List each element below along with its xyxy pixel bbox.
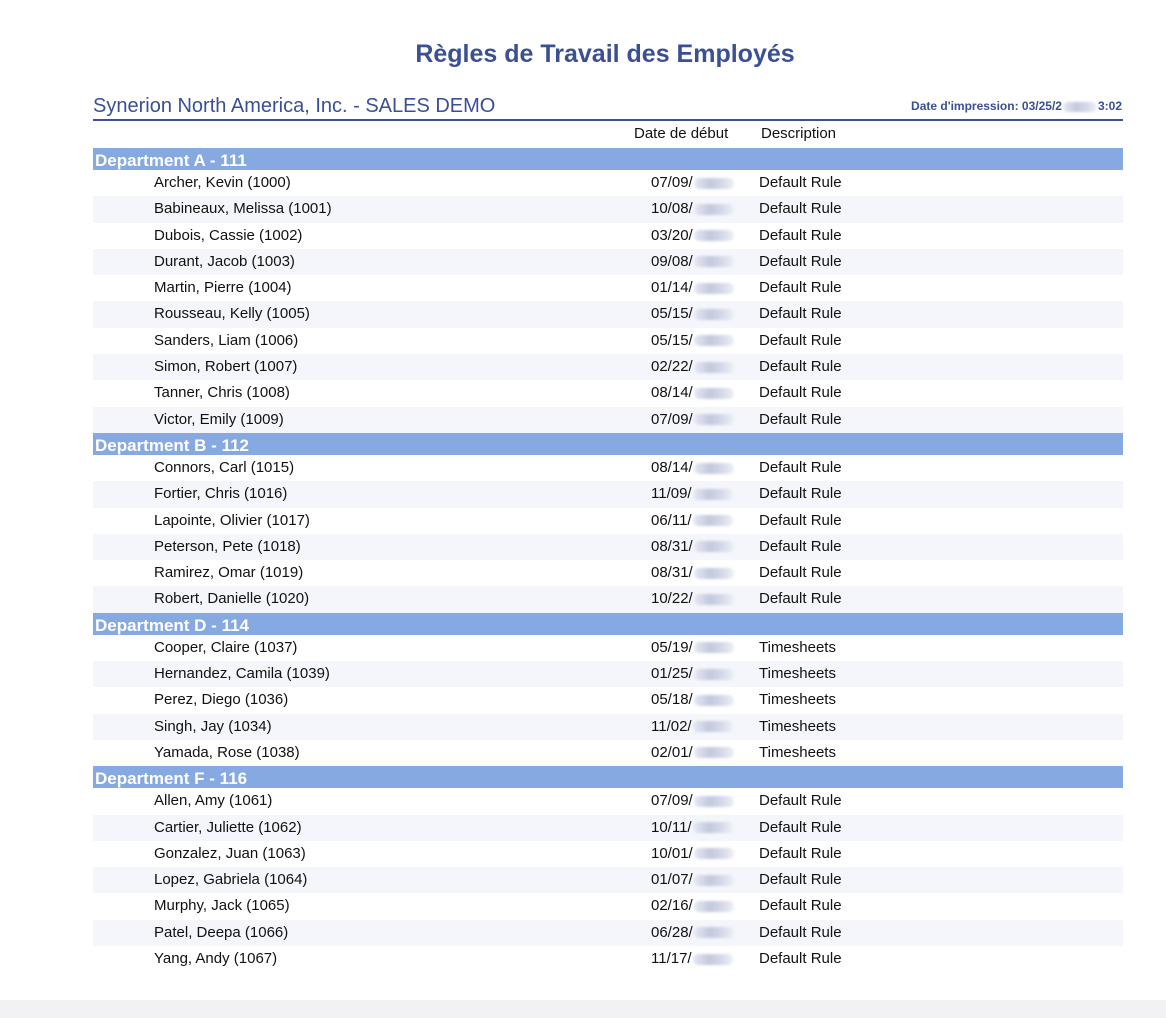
employee-name: Victor, Emily (1009)	[154, 410, 284, 428]
employee-start-date	[651, 788, 735, 814]
employee-start-date-text: 06/28/	[651, 923, 693, 941]
redacted-blur	[693, 721, 733, 732]
report-title: Règles de Travail des Employés	[415, 40, 795, 68]
employee-rule: Default Rule	[759, 252, 842, 270]
employee-row	[93, 328, 1123, 354]
redacted-blur	[694, 568, 734, 579]
employee-start-date-text: 01/14/	[651, 279, 693, 297]
employee-start-date	[651, 635, 735, 661]
redacted-blur	[693, 489, 733, 500]
employee-row	[93, 301, 1123, 327]
employee-name: Lapointe, Olivier (1017)	[154, 511, 310, 529]
employee-start-date	[651, 687, 735, 713]
employee-start-date-text: 10/01/	[651, 844, 693, 862]
employee-name: Durant, Jacob (1003)	[154, 252, 295, 270]
employee-start-date	[651, 223, 735, 249]
department-section	[93, 433, 1123, 613]
employee-start-date	[651, 534, 735, 560]
employee-start-date	[651, 841, 735, 867]
employee-row	[93, 275, 1123, 301]
employee-row	[93, 354, 1123, 380]
employee-start-date	[651, 586, 735, 612]
column-header-start-date: Date de début	[634, 125, 729, 142]
employee-rule: Default Rule	[759, 511, 842, 529]
column-header-description: Description	[761, 125, 837, 142]
employee-name: Peterson, Pete (1018)	[154, 537, 301, 555]
employee-name: Dubois, Cassie (1002)	[154, 226, 303, 244]
employee-name: Sanders, Liam (1006)	[154, 331, 299, 349]
employee-row	[93, 661, 1123, 687]
employee-name: Babineaux, Melissa (1001)	[154, 200, 332, 218]
employee-row	[93, 946, 1123, 972]
department-header: Department F - 116	[93, 766, 1123, 788]
employee-rule: Default Rule	[759, 537, 842, 555]
redacted-blur	[694, 747, 734, 758]
employee-row	[93, 815, 1123, 841]
employee-rule: Default Rule	[759, 950, 842, 968]
employee-rule: Default Rule	[759, 564, 842, 582]
employee-start-date	[651, 481, 734, 507]
employee-row	[93, 841, 1123, 867]
employee-start-date	[651, 946, 734, 972]
employee-name: Allen, Amy (1061)	[154, 792, 273, 810]
employee-rule: Default Rule	[759, 844, 842, 862]
employee-start-date	[651, 354, 735, 380]
employee-rule: Default Rule	[759, 871, 842, 889]
redacted-blur	[694, 463, 734, 474]
employee-name: Patel, Deepa (1066)	[154, 923, 289, 941]
employee-row	[93, 534, 1123, 560]
employee-row	[93, 920, 1123, 946]
employee-row	[93, 407, 1123, 433]
redacted-blur	[694, 927, 734, 938]
employee-start-date	[651, 661, 735, 687]
redacted-blur	[693, 515, 733, 526]
employee-name: Singh, Jay (1034)	[154, 717, 272, 735]
employee-start-date-text: 06/11/	[651, 511, 692, 529]
employee-start-date-text: 05/18/	[651, 691, 693, 709]
employee-rule: Default Rule	[759, 897, 842, 915]
employee-rule: Default Rule	[759, 279, 842, 297]
employee-start-date	[651, 328, 735, 354]
employee-row	[93, 687, 1123, 713]
employee-start-date-text: 05/19/	[651, 638, 693, 656]
employee-rule: Timesheets	[759, 665, 836, 683]
employee-name: Lopez, Gabriela (1064)	[154, 871, 308, 889]
redacted-blur	[694, 178, 734, 189]
employee-start-date	[651, 275, 735, 301]
employee-start-date-text: 05/15/	[651, 331, 693, 349]
employee-start-date	[651, 508, 734, 534]
employee-rule: Default Rule	[759, 384, 842, 402]
employee-rule: Default Rule	[759, 305, 842, 323]
employee-start-date-text: 10/22/	[651, 590, 693, 608]
redacted-blur	[694, 309, 734, 320]
employee-start-date	[651, 893, 735, 919]
department-header: Department B - 112	[93, 433, 1123, 455]
employee-start-date-text: 10/11/	[651, 818, 692, 836]
employee-row	[93, 223, 1123, 249]
employee-start-date	[651, 196, 735, 222]
employee-name: Ramirez, Omar (1019)	[154, 564, 304, 582]
employee-row	[93, 508, 1123, 534]
redacted-blur	[694, 283, 734, 294]
redacted-blur	[694, 414, 734, 425]
employee-rule: Default Rule	[759, 923, 842, 941]
employee-row	[93, 196, 1123, 222]
employee-row	[93, 380, 1123, 406]
employee-rule: Default Rule	[759, 590, 842, 608]
employee-name: Martin, Pierre (1004)	[154, 279, 292, 297]
employee-name: Hernandez, Camila (1039)	[154, 665, 330, 683]
print-date	[911, 99, 1122, 113]
employee-rule: Default Rule	[759, 410, 842, 428]
employee-row	[93, 586, 1123, 612]
employee-row	[93, 560, 1123, 586]
employee-start-date-text: 11/09/	[651, 485, 692, 503]
employee-start-date-text: 02/01/	[651, 743, 693, 761]
redacted-blur	[694, 901, 734, 912]
redacted-blur	[694, 796, 734, 807]
employee-start-date-text: 07/09/	[651, 792, 693, 810]
employee-row	[93, 170, 1123, 196]
employee-start-date-text: 08/31/	[651, 537, 693, 555]
employee-name: Tanner, Chris (1008)	[154, 384, 290, 402]
employee-start-date	[651, 560, 735, 586]
employee-name: Perez, Diego (1036)	[154, 691, 289, 709]
employee-start-date	[651, 380, 735, 406]
print-date-suffix: 3:02	[1097, 99, 1122, 113]
employee-row	[93, 893, 1123, 919]
employee-name: Cartier, Juliette (1062)	[154, 818, 302, 836]
redacted-blur	[694, 204, 734, 215]
employee-name: Rousseau, Kelly (1005)	[154, 305, 310, 323]
employee-start-date	[651, 815, 734, 841]
employee-start-date-text: 03/20/	[651, 226, 693, 244]
employee-start-date-text: 05/15/	[651, 305, 693, 323]
employee-rule: Timesheets	[759, 743, 836, 761]
employee-start-date-text: 02/16/	[651, 897, 693, 915]
employee-rule: Default Rule	[759, 358, 842, 376]
employee-start-date-text: 10/08/	[651, 200, 693, 218]
employee-start-date-text: 09/08/	[651, 252, 693, 270]
employee-start-date-text: 08/14/	[651, 458, 693, 476]
redacted-blur	[694, 335, 734, 346]
redacted-blur	[1063, 102, 1097, 112]
employee-rule: Default Rule	[759, 226, 842, 244]
employee-row	[93, 635, 1123, 661]
redacted-blur	[694, 848, 734, 859]
redacted-blur	[694, 541, 734, 552]
department-section	[93, 148, 1123, 433]
redacted-blur	[694, 230, 734, 241]
employee-start-date	[651, 867, 735, 893]
department-header: Department A - 111	[93, 148, 1123, 170]
employee-start-date	[651, 740, 735, 766]
employee-start-date-text: 11/17/	[651, 950, 692, 968]
employee-rule: Default Rule	[759, 458, 842, 476]
redacted-blur	[693, 954, 733, 965]
employee-row	[93, 867, 1123, 893]
employee-rule: Default Rule	[759, 331, 842, 349]
employee-rule: Default Rule	[759, 818, 842, 836]
company-name: Synerion North America, Inc. - SALES DEMO	[93, 95, 496, 117]
employee-name: Simon, Robert (1007)	[154, 358, 298, 376]
employee-start-date-text: 07/09/	[651, 410, 693, 428]
employee-start-date-text: 08/31/	[651, 564, 693, 582]
department-section	[93, 766, 1123, 972]
redacted-blur	[693, 822, 733, 833]
employee-name: Yang, Andy (1067)	[154, 950, 278, 968]
employee-name: Murphy, Jack (1065)	[154, 897, 290, 915]
redacted-blur	[694, 642, 734, 653]
employee-rule: Default Rule	[759, 174, 842, 191]
employee-rule: Timesheets	[759, 638, 836, 656]
employee-rule: Default Rule	[759, 485, 842, 503]
redacted-blur	[694, 594, 734, 605]
employee-name: Gonzalez, Juan (1063)	[154, 844, 306, 862]
employee-start-date	[651, 249, 735, 275]
employee-row	[93, 455, 1123, 481]
employee-start-date	[651, 170, 735, 196]
employee-row	[93, 714, 1123, 740]
employee-start-date-text: 01/07/	[651, 871, 693, 889]
redacted-blur	[694, 875, 734, 886]
employee-name: Fortier, Chris (1016)	[154, 485, 288, 503]
redacted-blur	[694, 669, 734, 680]
employee-row	[93, 481, 1123, 507]
employee-start-date	[651, 301, 735, 327]
employee-rule: Timesheets	[759, 691, 836, 709]
redacted-blur	[694, 256, 734, 267]
report-body	[93, 148, 1123, 972]
redacted-blur	[694, 362, 734, 373]
employee-start-date-text: 07/09/	[651, 174, 693, 191]
employee-start-date-text: 08/14/	[651, 384, 693, 402]
employee-start-date-text: 02/22/	[651, 358, 693, 376]
redacted-blur	[694, 388, 734, 399]
redacted-blur	[694, 695, 734, 706]
employee-name: Robert, Danielle (1020)	[154, 590, 310, 608]
employee-start-date	[651, 920, 735, 946]
employee-rule: Timesheets	[759, 717, 836, 735]
header-divider	[93, 119, 1123, 121]
employee-start-date-text: 01/25/	[651, 665, 693, 683]
employee-row	[93, 740, 1123, 766]
employee-name: Yamada, Rose (1038)	[154, 743, 300, 761]
employee-name: Archer, Kevin (1000)	[154, 174, 291, 191]
employee-start-date	[651, 714, 734, 740]
employee-start-date	[651, 407, 735, 433]
employee-name: Cooper, Claire (1037)	[154, 638, 298, 656]
employee-rule: Default Rule	[759, 200, 842, 218]
employee-start-date-text: 11/02/	[651, 717, 692, 735]
viewer-bottom-band	[0, 1000, 1166, 1018]
employee-rule: Default Rule	[759, 792, 842, 810]
employee-row	[93, 788, 1123, 814]
department-section	[93, 613, 1123, 766]
print-date-prefix: Date d'impression: 03/25/2	[911, 99, 1062, 113]
department-header: Department D - 114	[93, 613, 1123, 635]
employee-name: Connors, Carl (1015)	[154, 458, 295, 476]
employee-row	[93, 249, 1123, 275]
employee-start-date	[651, 455, 735, 481]
column-headers	[93, 125, 1123, 145]
